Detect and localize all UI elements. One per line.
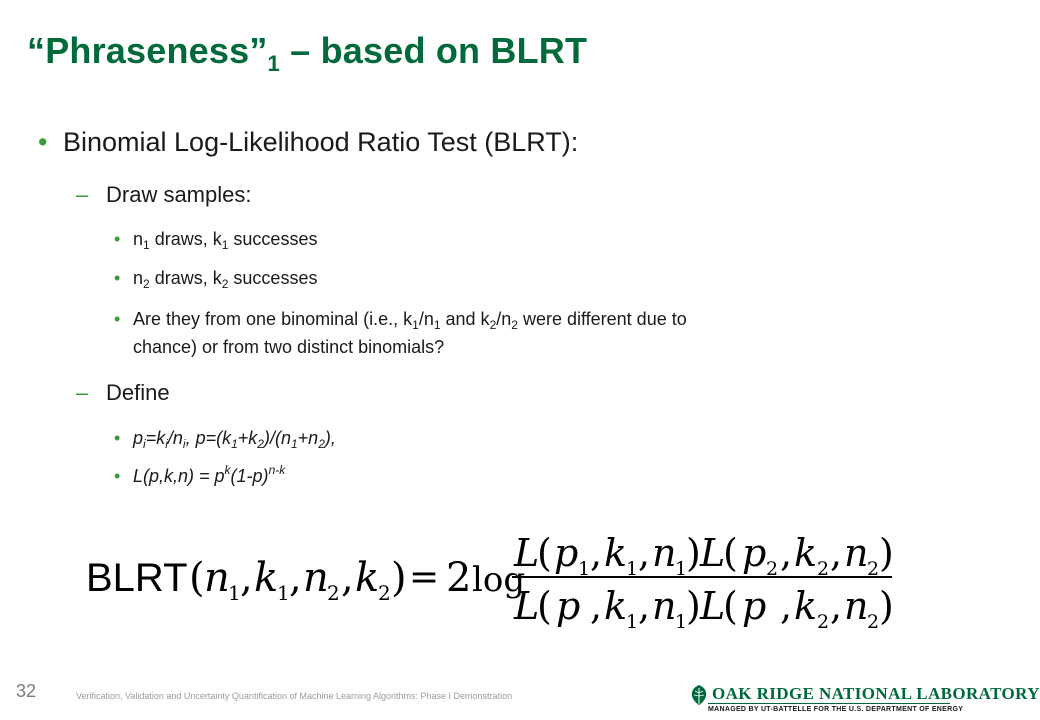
formula-p: p	[554, 531, 579, 575]
formula-p: p	[556, 584, 581, 628]
list-item-text: Are they from one binominal (i.e., $k_1/n_1$ and $k_2/n_2$ were different due to	[133, 309, 687, 332]
formula-arg-k2: k	[355, 555, 380, 601]
formula-log: log	[472, 560, 526, 600]
formula-sub: 2	[378, 581, 391, 605]
formula-sub: 1	[578, 558, 591, 580]
formula-comma: ,	[341, 555, 354, 601]
subheading-text: Define	[106, 380, 170, 405]
formula-n: n	[844, 531, 869, 575]
formula-paren-open: (	[189, 555, 205, 601]
list-item-text: $n_2$ draws, $k_2$ successes	[133, 268, 318, 291]
formula-sub: 1	[228, 581, 241, 605]
formula-sub: 1	[626, 558, 639, 580]
formula-equals: =	[409, 557, 440, 598]
formula-comma: ,	[830, 531, 843, 575]
list-item-text: $L(p,k,n) = p^k(1-p)^{n-k}$	[133, 463, 286, 486]
formula-sub: 2	[867, 558, 880, 580]
slide-title: “$Phraseness”_1$ – based on BLRT	[27, 30, 588, 76]
ornl-logo	[688, 684, 1040, 716]
formula-comma: ,	[240, 555, 253, 601]
formula-sub: 2	[867, 611, 880, 633]
formula-paren: )	[686, 531, 701, 575]
formula-k: k	[794, 584, 818, 628]
formula-paren: )	[879, 584, 894, 628]
formula-comma: ,	[780, 531, 793, 575]
formula-sub: 1	[277, 581, 290, 605]
formula-lhs: BLRT	[86, 556, 188, 600]
formula-n: n	[844, 584, 869, 628]
formula-p: p	[742, 584, 767, 628]
bullet-dot: •	[114, 229, 121, 249]
bullet-dot: •	[114, 309, 121, 329]
formula-sub: 2	[766, 558, 779, 580]
logo-tagline: MANAGED BY UT-BATTELLE FOR THE U.S. DEPARTMENT OF ENERGY	[708, 706, 964, 713]
formula-paren: )	[686, 584, 701, 628]
bullet-dot: •	[114, 268, 121, 288]
formula-L: L	[700, 531, 726, 575]
list-item-text-continuation: chance) or from two distinct binomials?	[133, 337, 445, 357]
formula-comma: ,	[590, 531, 603, 575]
formula-sub: 2	[817, 611, 830, 633]
formula-arg-n1: n	[204, 555, 230, 601]
oak-leaf-icon	[688, 684, 710, 706]
bullet-text: Binomial Log-Likelihood Ratio Test (BLRT):	[63, 127, 579, 157]
formula-paren: (	[723, 584, 738, 628]
formula-sub: 2	[327, 581, 340, 605]
formula-comma: ,	[780, 584, 793, 628]
formula-arg-k1: k	[254, 555, 279, 601]
formula-comma: ,	[289, 555, 302, 601]
formula-paren: )	[879, 531, 894, 575]
formula-L: L	[700, 584, 726, 628]
formula-k: k	[604, 584, 628, 628]
list-item-text: $p_i=k_i/n_i$, $p=(k_1+k_2)/(n_1+n_2)$,	[133, 428, 336, 451]
formula-comma: ,	[638, 584, 651, 628]
bullet-dot: •	[38, 127, 48, 157]
formula-n: n	[652, 531, 677, 575]
list-item-text: $n_1$ draws, $k_1$ successes	[133, 229, 318, 252]
formula-k: k	[604, 531, 628, 575]
formula-comma: ,	[590, 584, 603, 628]
formula-L: L	[514, 531, 540, 575]
formula-comma: ,	[638, 531, 651, 575]
formula-coefficient: 2	[446, 555, 472, 601]
page-number: 32	[16, 681, 37, 701]
footer-text: Verification, Validation and Uncertainty Quantification of Machine Learning Algorithms: Phase I Demonstration	[76, 691, 513, 701]
logo-divider	[708, 703, 950, 704]
formula-sub: 1	[626, 611, 639, 633]
formula-sub: 2	[817, 558, 830, 580]
formula-paren: (	[537, 531, 552, 575]
logo-name: OAK RIDGE NATIONAL LABORATORY	[712, 684, 1040, 703]
bullet-dot: •	[114, 428, 121, 448]
dash-marker: –	[76, 380, 89, 405]
formula-paren: (	[723, 531, 738, 575]
dash-marker: –	[76, 182, 89, 207]
formula-arg-n2: n	[303, 555, 329, 601]
formula-paren-close: )	[391, 555, 407, 601]
formula-sub: 1	[675, 611, 688, 633]
formula-p: p	[742, 531, 767, 575]
formula-comma: ,	[830, 584, 843, 628]
formula-L: L	[514, 584, 540, 628]
formula-n: n	[652, 584, 677, 628]
formula-sub: 1	[675, 558, 688, 580]
formula-paren: (	[537, 584, 552, 628]
bullet-dot: •	[114, 466, 121, 486]
formula-k: k	[794, 531, 818, 575]
subheading-text: Draw samples:	[106, 182, 252, 207]
